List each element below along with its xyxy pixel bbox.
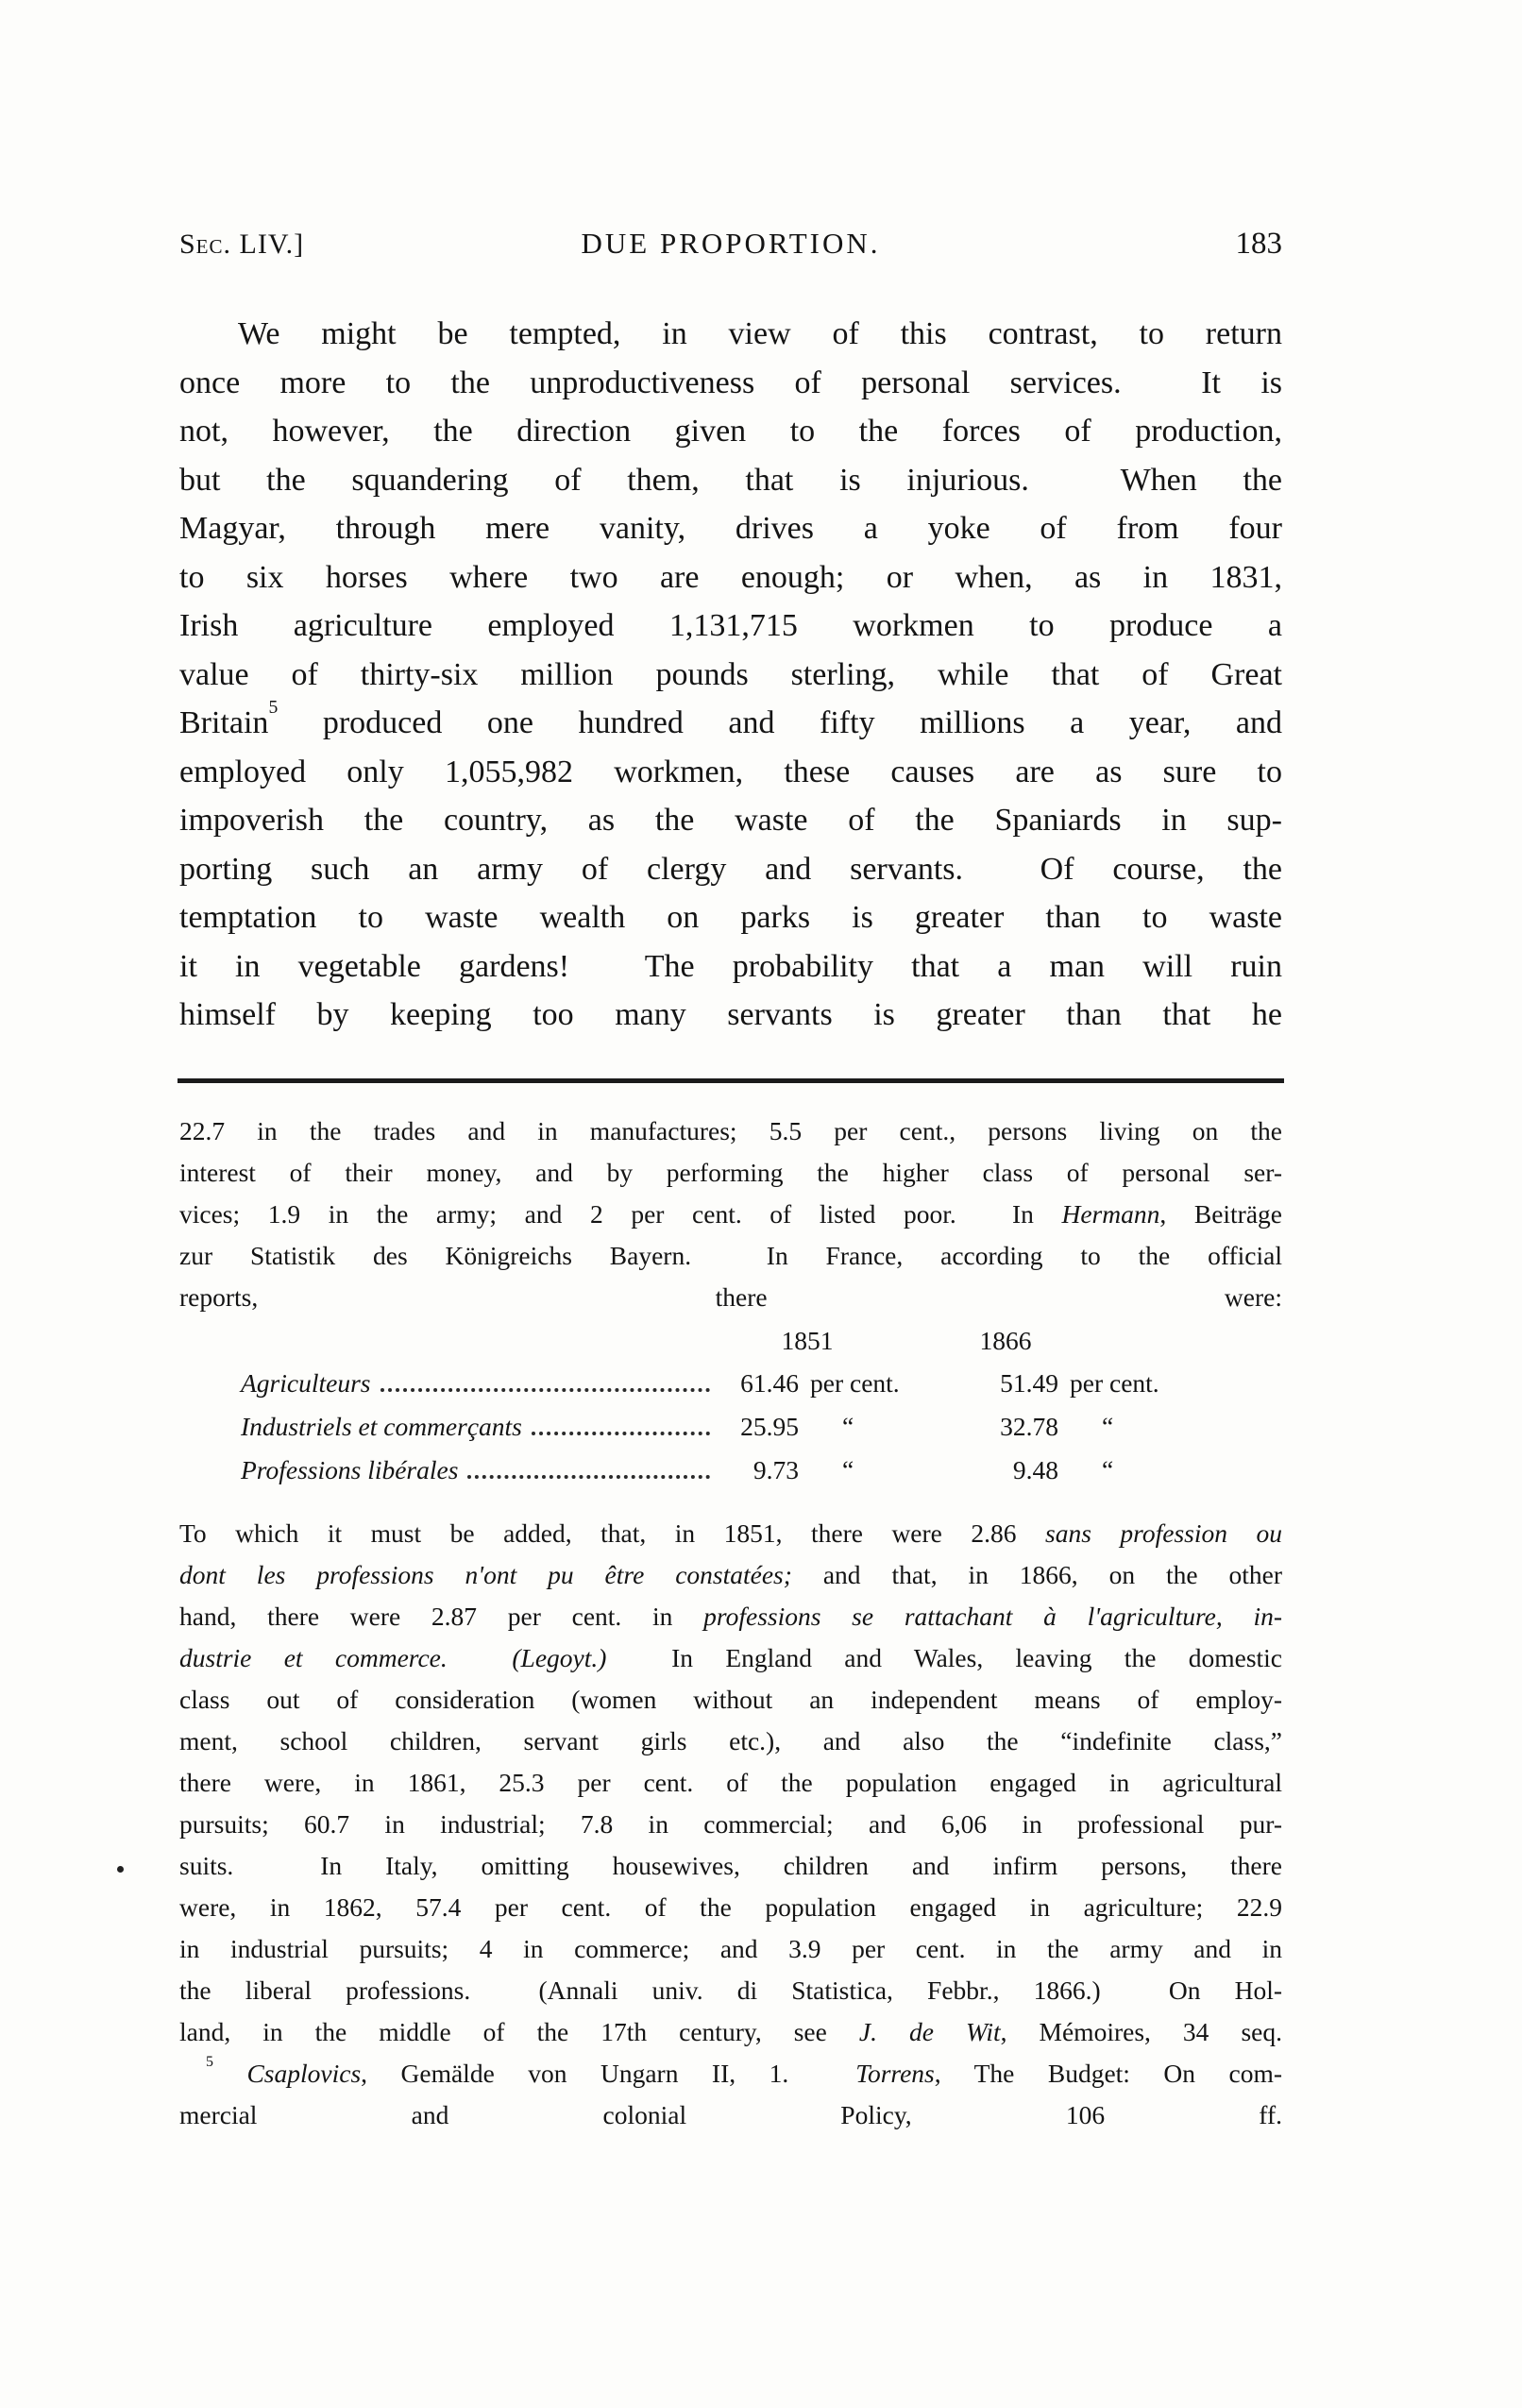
- footnote-marker: 5: [268, 696, 279, 718]
- text-segment: Torrens: [855, 2059, 935, 2088]
- footnote-line: [179, 1596, 1282, 1637]
- text-segment: Csaplovics: [246, 2059, 362, 2088]
- text-segment: zur Statistik des Königreichs Bayern. In France, according to the official: [179, 1241, 1282, 1270]
- text-segment: pursuits; 60.7 in industrial; 7.8 in commercial; and 6,06 in professional pur-: [179, 1809, 1282, 1839]
- running-head: [179, 227, 1282, 262]
- text-segment: Hermann: [1061, 1199, 1160, 1229]
- value-cell: [718, 1449, 977, 1492]
- section-label: Sec. LIV.]: [179, 229, 305, 260]
- text-segment: impoverish the country, as the waste of the Spaniards in sup-: [179, 803, 1282, 838]
- ditto-mark: “: [842, 1412, 854, 1441]
- footnote-line: [179, 1970, 1282, 2011]
- percent-value: 9.73: [753, 1455, 799, 1484]
- text-segment: produced one hundred and fifty millions a year, and: [278, 705, 1282, 740]
- text-segment: temptation to waste wealth on parks is greater than to waste: [179, 900, 1282, 935]
- ditto-mark: “: [1102, 1455, 1114, 1484]
- text-segment: reports, there were:: [179, 1282, 1282, 1312]
- footnote-line: [179, 1194, 1282, 1235]
- footnote-line: [179, 2094, 1282, 2136]
- page-title: DUE PROPORTION.: [581, 227, 881, 260]
- footnote-line: [179, 1235, 1282, 1277]
- dot-leader: [380, 1388, 711, 1392]
- text-segment: and that, in 1866, on the other: [791, 1560, 1282, 1589]
- footnote-line: [179, 1679, 1282, 1721]
- footnote-line: [179, 1721, 1282, 1762]
- table-header-row: [179, 1320, 1282, 1362]
- text-segment: To which it must be added, that, in 1851, there were 2.86: [179, 1518, 1046, 1548]
- text-segment: were, in 1862, 57.4 per cent. of the population engaged in agriculture; 22.9: [179, 1892, 1282, 1922]
- table-row: [179, 1449, 1282, 1492]
- body-line: [179, 407, 1282, 456]
- text-segment: not, however, the direction given to the forces of production,: [179, 414, 1282, 449]
- body-line: [179, 796, 1282, 845]
- text-segment: the liberal professions. (Annali univ. di Statistica, Febbr., 1866.) On Hol-: [179, 1976, 1282, 2005]
- text-segment: value of thirty-six million pounds sterling, while that of Great: [179, 656, 1282, 692]
- text-segment: sans profession ou: [1045, 1518, 1282, 1548]
- body-line: [179, 651, 1282, 700]
- text-segment: , The Budget: On com-: [934, 2059, 1283, 2088]
- table-row: [179, 1405, 1282, 1449]
- body-paragraph: [179, 310, 1282, 1040]
- text-segment: to six horses where two are enough; or when, as in 1831,: [179, 559, 1282, 595]
- text-segment: hand, there were 2.87 per cent. in: [179, 1602, 704, 1631]
- percent-value: 9.48: [1012, 1455, 1058, 1484]
- row-label-cell: [241, 1405, 718, 1449]
- footnote-text-block-1: [179, 1111, 1282, 1318]
- footnote-marker: 5: [206, 2053, 213, 2070]
- body-line: [179, 310, 1282, 359]
- table-header-spacer: [179, 1320, 708, 1362]
- footnote-divider-rule: [178, 1078, 1284, 1083]
- text-segment: it in vegetable gardens! The probability that a man will ruin: [179, 948, 1282, 984]
- body-line: [179, 845, 1282, 894]
- text-segment: Magyar, through mere vanity, drives a yoke of from four: [179, 511, 1282, 546]
- text-segment: in industrial pursuits; 4 in commerce; and 3.9 per cent. in the army and in: [179, 1934, 1282, 1963]
- footnote-text-block-2: [179, 1513, 1282, 2136]
- row-label: Professions libérales: [241, 1455, 459, 1484]
- percent-value: 61.46: [740, 1368, 799, 1398]
- text-segment: but the squandering of them, that is injurious. When the: [179, 462, 1282, 498]
- footnote-line: [179, 2053, 1282, 2094]
- value-cell: [977, 1362, 1237, 1405]
- footnote-line: [179, 1928, 1282, 1970]
- ink-dot-artifact: [117, 1866, 124, 1873]
- text-segment: , Mémoires, 34 seq.: [1000, 2017, 1282, 2046]
- body-line: [179, 893, 1282, 942]
- ditto-mark: “: [1102, 1412, 1114, 1441]
- percent-value: 25.95: [740, 1412, 799, 1441]
- table-row: [179, 1362, 1282, 1405]
- text-segment: In England and Wales, leaving the domestic: [606, 1643, 1283, 1672]
- body-line: [179, 991, 1282, 1040]
- percent-value: 51.49: [1000, 1368, 1058, 1398]
- footnote-line: [179, 1554, 1282, 1596]
- body-line: [179, 696, 1282, 748]
- footnote-line: [179, 1804, 1282, 1845]
- unit-label: per cent.: [1070, 1368, 1159, 1398]
- value-cell: [718, 1405, 977, 1449]
- footnote-line: [179, 1152, 1282, 1194]
- text-segment: dustrie et commerce. (Legoyt.): [179, 1643, 607, 1672]
- body-line: [179, 748, 1282, 797]
- dot-leader: [467, 1475, 710, 1479]
- row-label: Agriculteurs: [241, 1368, 371, 1398]
- text-segment: , Gemälde von Ungarn II, 1.: [361, 2059, 856, 2088]
- value-cell: [718, 1362, 977, 1405]
- footnote-line: [179, 2011, 1282, 2053]
- footnote-line: [179, 1887, 1282, 1928]
- footnote-line: [179, 1762, 1282, 1804]
- text-segment: mercial and colonial Policy, 106 ff.: [179, 2100, 1282, 2129]
- row-label-cell: [241, 1449, 718, 1492]
- footnote-line: [179, 1277, 1282, 1318]
- text-segment: once more to the unproductiveness of personal services. It is: [179, 365, 1282, 400]
- value-cell: [977, 1449, 1237, 1492]
- year-column-header: 1851: [781, 1326, 834, 1355]
- footnote-statistics-table: [179, 1320, 1282, 1492]
- text-segment: there were, in 1861, 25.3 per cent. of the population engaged in agricultural: [179, 1768, 1282, 1797]
- text-segment: Irish agriculture employed 1,131,715 workmen to produce a: [179, 608, 1282, 643]
- footnote-line: [179, 1845, 1282, 1887]
- body-line: [179, 359, 1282, 408]
- body-line: [179, 553, 1282, 602]
- text-segment: employed only 1,055,982 workmen, these causes are as sure to: [179, 754, 1282, 789]
- body-line: [179, 456, 1282, 505]
- text-segment: interest of their money, and by performing the higher class of personal ser-: [179, 1158, 1282, 1187]
- text-segment: 22.7 in the trades and in manufactures; 5.5 per cent., persons living on the: [179, 1116, 1282, 1145]
- text-segment: himself by keeping too many servants is greater than that he: [179, 997, 1282, 1032]
- footnote-line: [179, 1637, 1282, 1679]
- text-segment: [213, 2059, 246, 2088]
- text-segment: land, in the middle of the 17th century, see: [179, 2017, 859, 2046]
- row-label-cell: [241, 1362, 718, 1405]
- text-segment: suits. In Italy, omitting housewives, children and infirm persons, there: [179, 1851, 1282, 1880]
- text-segment: We might be tempted, in view of this contrast, to return: [238, 316, 1282, 351]
- footnote-area: [179, 1111, 1282, 2136]
- page-number: 183: [1235, 227, 1282, 261]
- footnote-line: [179, 1111, 1282, 1152]
- text-segment: Britain: [179, 705, 269, 740]
- body-line: [179, 942, 1282, 992]
- year-column-header: 1866: [979, 1326, 1032, 1355]
- text-segment: J. de Wit: [858, 2017, 1001, 2046]
- row-label: Industriels et commerçants: [241, 1412, 522, 1441]
- body-line: [179, 602, 1282, 651]
- text-segment: , Beiträge: [1159, 1199, 1282, 1229]
- text-segment: class out of consideration (women without an independent means of employ-: [179, 1685, 1282, 1714]
- text-segment: porting such an army of clergy and servants. Of course, the: [179, 851, 1282, 887]
- percent-value: 32.78: [1000, 1412, 1058, 1441]
- text-segment: ment, school children, servant girls etc.), and also the “indefinite class,”: [179, 1726, 1282, 1755]
- unit-label: per cent.: [810, 1368, 900, 1398]
- text-segment: professions se rattachant à l'agriculture, in-: [703, 1602, 1283, 1631]
- body-line: [179, 504, 1282, 553]
- text-segment: dont les professions n'ont pu être constatées;: [179, 1560, 792, 1589]
- footnote-line: [179, 1513, 1282, 1554]
- ditto-mark: “: [842, 1455, 854, 1484]
- dot-leader: [532, 1432, 710, 1435]
- text-segment: vices; 1.9 in the army; and 2 per cent. of listed poor. In: [179, 1199, 1062, 1229]
- value-cell: [977, 1405, 1237, 1449]
